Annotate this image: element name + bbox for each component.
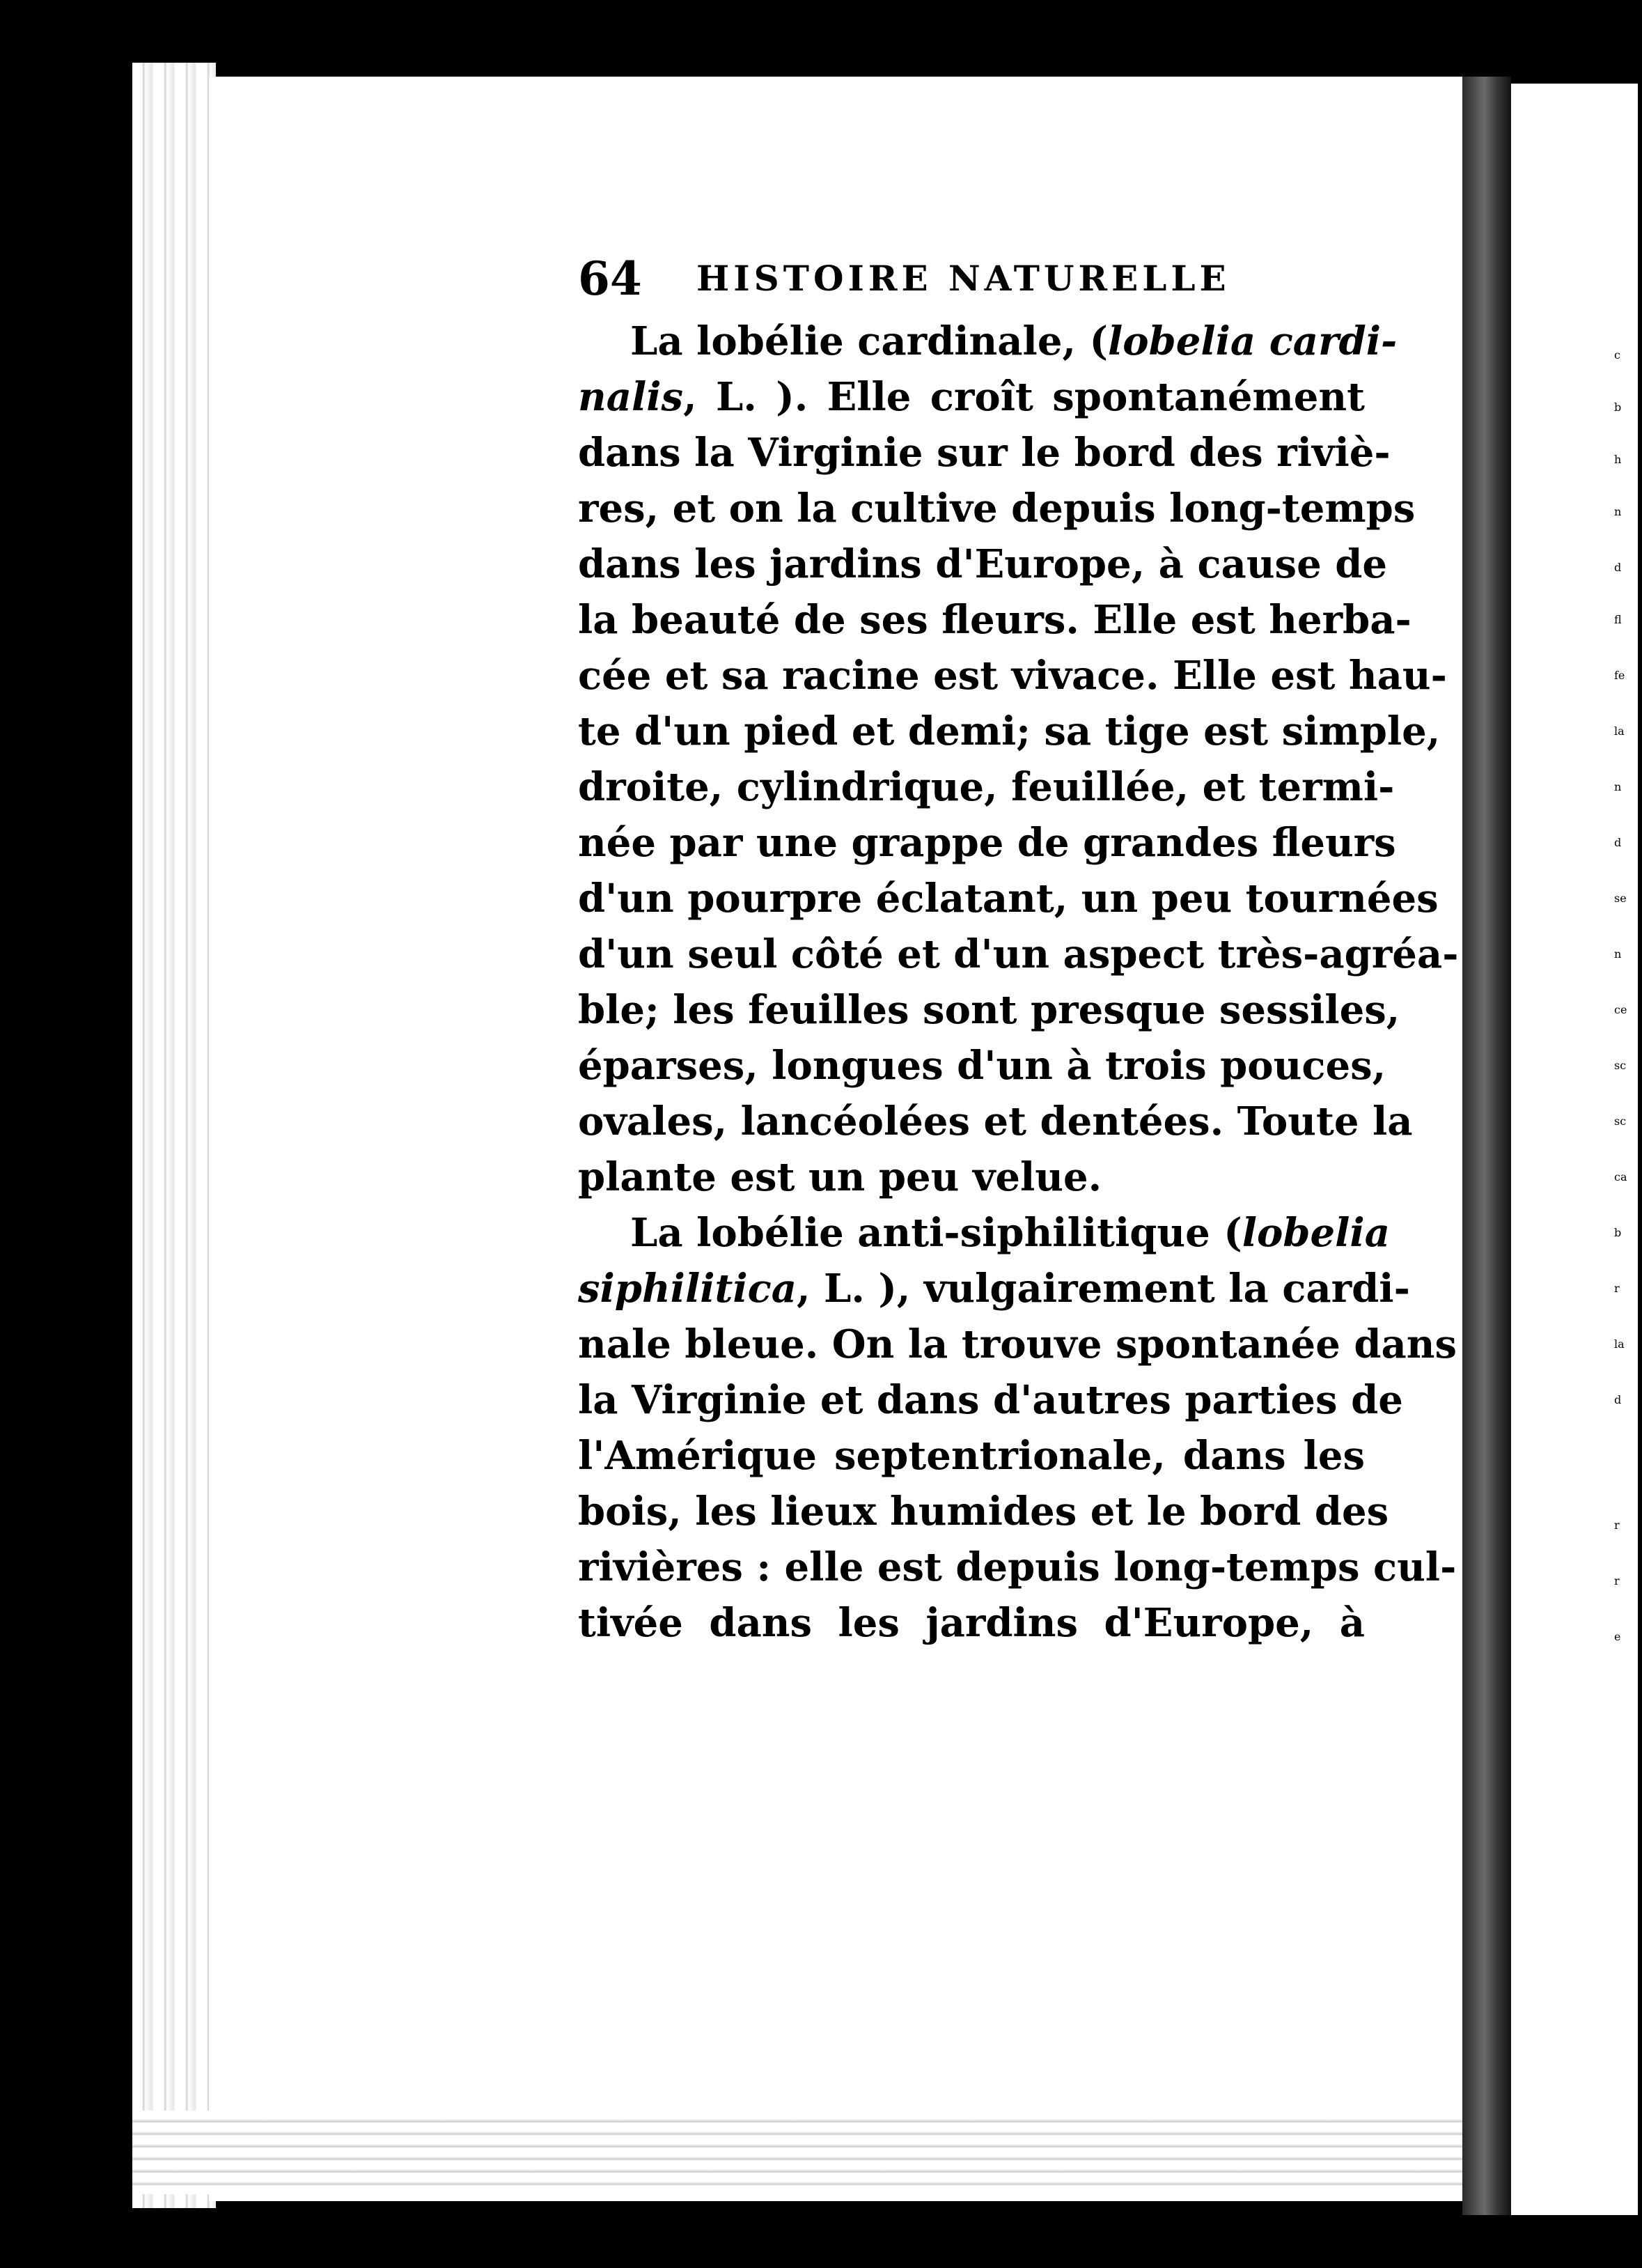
text-span: , L. ). Elle croît spontanément: [683, 374, 1365, 420]
text-line: [578, 871, 1439, 926]
text-line: [578, 1261, 1410, 1316]
text-line: [578, 1205, 1390, 1261]
facing-page-fragment: fl: [1614, 613, 1622, 626]
text-span: ble; les feuilles sont presque sessiles,: [578, 987, 1400, 1033]
text-span: te d'un pied et demi; sa tige est simple,: [578, 708, 1441, 754]
text-line: [578, 648, 1447, 704]
text-line: [578, 425, 1391, 481]
italic-text: lobelia: [1242, 1210, 1390, 1256]
facing-page-fragment: c: [1614, 348, 1620, 362]
text-line: [578, 1094, 1413, 1149]
text-line: [578, 704, 1441, 759]
page-stack-edge-left: [132, 63, 216, 2208]
text-span: rivières : elle est depuis long-temps cul-: [578, 1544, 1457, 1590]
text-line: [578, 1539, 1457, 1595]
text-span: cée et sa racine est vivace. Elle est hau-: [578, 653, 1447, 699]
facing-page-fragment: r: [1614, 1574, 1620, 1587]
text-span: droite, cylindrique, feuillée, et termi-: [578, 764, 1395, 810]
paragraph: [578, 1205, 1457, 1651]
text-span: d'un pourpre éclatant, un peu tournées: [578, 876, 1439, 922]
facing-page-fragment: h: [1614, 453, 1622, 466]
text-span: dans la Virginie sur le bord des riviè-: [578, 430, 1391, 476]
facing-page-fragment: sc: [1614, 1114, 1627, 1128]
body-text: [578, 313, 1459, 1651]
facing-page-fragment: n: [1614, 505, 1622, 518]
facing-page-fragment: n: [1614, 947, 1622, 961]
facing-page-fragment: fe: [1614, 669, 1625, 682]
text-span: la beauté de ses fleurs. Elle est herba-: [578, 597, 1412, 643]
facing-page-fragment: la: [1614, 724, 1625, 738]
facing-page-fragment: d: [1614, 836, 1622, 849]
facing-page-fragment: ce: [1614, 1003, 1627, 1016]
text-span: La lobélie cardinale, (: [630, 318, 1108, 364]
facing-page-fragment: n: [1614, 780, 1622, 793]
text-span: éparses, longues d'un à trois pouces,: [578, 1043, 1386, 1089]
paragraph: [578, 313, 1459, 1205]
text-line: [578, 536, 1387, 592]
text-span: plante est un peu velue.: [578, 1154, 1102, 1200]
text-span: ovales, lancéolées et dentées. Toute la: [578, 1098, 1413, 1144]
text-line: [578, 1595, 1365, 1651]
text-span: tivée dans les jardins d'Europe, à: [578, 1600, 1365, 1646]
text-span: res, et on la cultive depuis long-temps: [578, 486, 1416, 531]
text-span: La lobélie anti-siphilitique (: [630, 1210, 1242, 1256]
facing-page-fragment: se: [1614, 892, 1627, 905]
page-header: [578, 247, 1365, 310]
italic-text: siphilitica: [578, 1266, 797, 1312]
text-line: [578, 982, 1400, 1038]
text-line: [578, 759, 1395, 815]
text-line: [578, 369, 1365, 425]
text-line: [578, 1038, 1386, 1094]
facing-page-fragment: d: [1614, 1393, 1622, 1406]
text-line: [578, 815, 1396, 871]
text-line: [578, 1149, 1365, 1205]
text-line: [578, 1484, 1389, 1539]
facing-page-fragment: sc: [1614, 1059, 1627, 1072]
facing-page-fragment: ca: [1614, 1170, 1627, 1183]
text-line: [578, 1316, 1457, 1372]
text-span: bois, les lieux humides et le bord des: [578, 1489, 1389, 1535]
running-head: HISTOIRE NATURELLE: [696, 258, 1230, 299]
text-span: d'un seul côté et d'un aspect très-agréa-: [578, 931, 1459, 977]
facing-page-fragment: e: [1614, 1630, 1621, 1643]
page-stack-edge-bottom: [132, 2111, 1497, 2194]
text-line: [578, 481, 1416, 536]
italic-text: lobelia cardi-: [1107, 318, 1398, 364]
text-span: nale bleue. On la trouve spontanée dans: [578, 1321, 1457, 1367]
facing-page-fragment: d: [1614, 561, 1622, 574]
facing-page-fragment: b: [1614, 401, 1622, 414]
facing-page-fragment: la: [1614, 1337, 1625, 1351]
text-span: , L. ), vulgairement la cardi-: [797, 1266, 1410, 1312]
facing-page-fragment: r: [1614, 1282, 1620, 1295]
text-span: la Virginie et dans d'autres parties de: [578, 1377, 1403, 1423]
text-line: [578, 1428, 1365, 1484]
facing-page-fragment: b: [1614, 1226, 1622, 1239]
book-gutter: [1462, 77, 1511, 2215]
text-span: dans les jardins d'Europe, à cause de: [578, 541, 1387, 587]
text-line: [578, 592, 1412, 648]
page-number: 64: [578, 251, 642, 306]
text-span: née par une grappe de grandes fleurs: [578, 820, 1396, 866]
italic-text: nalis: [578, 374, 684, 420]
facing-page-fragment: r: [1614, 1519, 1620, 1532]
text-line: [578, 313, 1398, 369]
text-span: l'Amérique septentrionale, dans les: [578, 1433, 1365, 1479]
text-line: [578, 926, 1459, 982]
text-line: [578, 1372, 1403, 1428]
